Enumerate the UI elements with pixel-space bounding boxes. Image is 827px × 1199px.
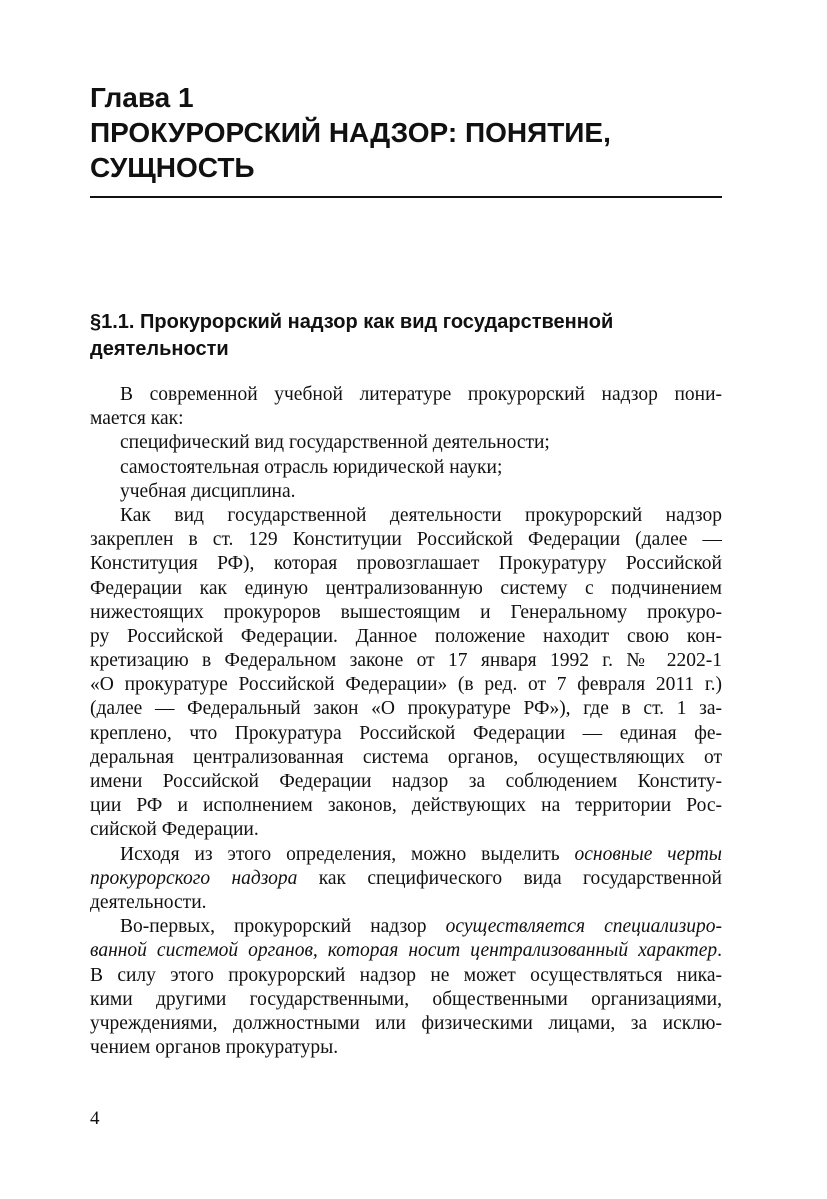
text-line: креплено, что Прокуратура Российской Федерации — единая фе- bbox=[90, 722, 722, 744]
text-line: В силу этого прокурорский надзор не может осуществляться ника- bbox=[90, 964, 722, 986]
page-number: 4 bbox=[90, 1108, 100, 1129]
chapter-divider bbox=[90, 196, 722, 198]
list-item: самостоятельная отрасль юридической науки; bbox=[120, 456, 503, 478]
text-line: кретизацию в Федеральном законе от 17 января 1992 г. № 2202-1 bbox=[90, 650, 722, 672]
chapter-title-line-2: СУЩНОСТЬ bbox=[90, 152, 255, 183]
italic-term: осуществляется специализиро- bbox=[445, 916, 722, 938]
text-line: мается как: bbox=[90, 408, 184, 430]
text-line bbox=[90, 867, 722, 891]
text-line: Как вид государственной деятельности прокурорский надзор bbox=[120, 504, 722, 526]
list-item: специфический вид государственной деятельности; bbox=[120, 432, 550, 454]
text-line: сийской Федерации. bbox=[90, 819, 259, 841]
italic-term: прокурорского надзора bbox=[90, 867, 298, 889]
text-line: (далее — Федеральный закон «О прокуратуре РФ»), где в ст. 1 за- bbox=[90, 698, 722, 720]
chapter-heading bbox=[90, 80, 722, 185]
section-title-line-1: §1.1. Прокурорский надзор как вид государственной bbox=[90, 311, 614, 333]
text-line: кими другими государственными, общественными организациями, bbox=[90, 988, 722, 1010]
section-title-line-2: деятельности bbox=[90, 338, 229, 360]
chapter-title-line-1: ПРОКУРОРСКИЙ НАДЗОР: ПОНЯТИЕ, bbox=[90, 117, 611, 148]
body-text bbox=[90, 383, 722, 1060]
text-line bbox=[90, 915, 722, 939]
text-line: нижестоящих прокуроров вышестоящим и Генеральному прокуро- bbox=[90, 601, 722, 623]
text-line: ру Российской Федерации. Данное положение находит свою кон- bbox=[90, 625, 722, 647]
text-line bbox=[90, 939, 722, 963]
text-line: имени Российской Федерации надзор за соблюдением Конститу- bbox=[90, 771, 722, 792]
chapter-number: Глава 1 bbox=[90, 82, 194, 113]
text-line: ции РФ и исполнением законов, действующих на территории Рос- bbox=[90, 795, 722, 817]
text-line: закреплен в ст. 129 Конституции Российской Федерации (далее — bbox=[90, 529, 722, 551]
italic-term: основные черты bbox=[574, 843, 722, 865]
text-run: . bbox=[717, 940, 722, 962]
list-item: учебная дисциплина. bbox=[120, 480, 296, 502]
italic-term: ванной системой органов, которая носит централизованный характер bbox=[90, 940, 718, 962]
text-run: Во-первых, прокурорский надзор bbox=[120, 916, 446, 938]
text-line: Конституция РФ), которая провозглашает Прокуратуру Российской bbox=[90, 553, 722, 575]
text-run: как специфического вида государственной bbox=[297, 867, 722, 889]
text-line: чением органов прокуратуры. bbox=[90, 1037, 339, 1059]
text-run: Исходя из этого определения, можно выделить bbox=[120, 843, 575, 865]
text-line: «О прокуратуре Российской Федерации» (в ред. от 7 февраля 2011 г.) bbox=[90, 674, 722, 696]
section-heading bbox=[90, 309, 722, 363]
text-line: Федерации как единую централизованную систему с подчинением bbox=[90, 577, 722, 599]
text-line: деральная централизованная система органов, осуществляющих от bbox=[90, 746, 722, 768]
text-line: учреждениями, должностными или физическими лицами, за исклю- bbox=[90, 1012, 722, 1034]
text-line: деятельности. bbox=[90, 891, 207, 913]
text-line bbox=[90, 843, 722, 867]
text-line: В современной учебной литературе прокурорский надзор пони- bbox=[120, 384, 722, 405]
